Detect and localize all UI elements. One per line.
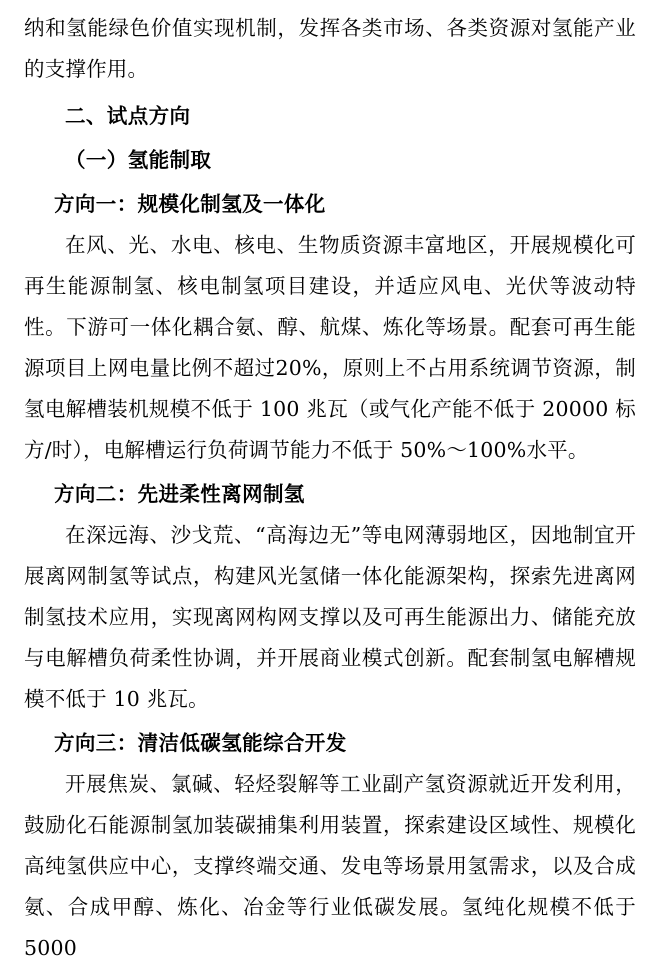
paragraph-direction-three: 开展焦炭、氯碱、轻烃裂解等工业副产氢资源就近开发利用，鼓励化石能源制氢加装碳捕集利用装置，探索建设区域性、规模化高纯氢供应中心，支撑终端交通、发电等场景用氢需求，以及合成氨、合成甲醇、炼化、冶金等行业低碳发展。氢纯化规模不低于 5000 bbox=[24, 772, 636, 960]
paragraph-direction-two: 在深远海、沙戈荒、“高海边无”等电网薄弱地区，因地制宜开展离网制氢等试点，构建风光氢储一体化能源架构，探索先进离网制氢技术应用，实现离网构网支撑以及可再生能源出力、储能充放与电解槽负荷柔性协调，并开展商业模式创新。配套制氢电解槽规模不低于 10 兆瓦。 bbox=[24, 523, 636, 711]
section-heading-trial-directions: 二、试点方向 bbox=[65, 104, 191, 128]
subsection-heading-hydrogen-production: （一）氢能制取 bbox=[65, 148, 212, 172]
direction-heading-three: 方向三：清洁低碳氢能综合开发 bbox=[54, 731, 347, 755]
direction-heading-two: 方向二：先进柔性离网制氢 bbox=[54, 482, 305, 506]
paragraph-continuation: 纳和氢能绿色价值实现机制，发挥各类市场、各类资源对氢能产业的支撑作用。 bbox=[24, 16, 636, 81]
direction-heading-one: 方向一：规模化制氢及一体化 bbox=[54, 192, 326, 216]
paragraph-direction-one: 在风、光、水电、核电、生物质资源丰富地区，开展规模化可再生能源制氢、核电制氢项目建设，并适应风电、光伏等波动特性。下游可一体化耦合氨、醇、航煤、炼化等场景。配套可再生能源项目上网电量比例不超过20%，原则上不占用系统调节资源，制氢电解槽装机规模不低于 100 兆瓦（或气化产能不低于 20000 标方/时），电解槽运行负荷调节能力不低于 50%～100%水平。 bbox=[24, 233, 636, 462]
